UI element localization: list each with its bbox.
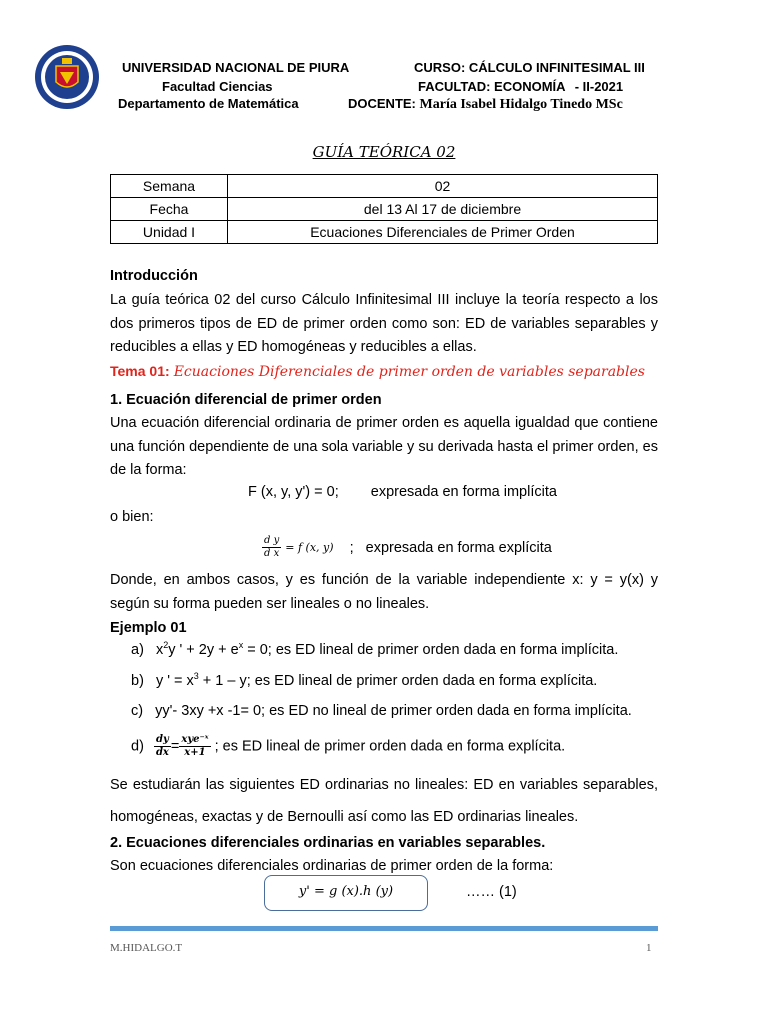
university-seal-logo xyxy=(34,44,100,110)
table-cell-label: Unidad I xyxy=(111,221,228,244)
page-number: 1 xyxy=(646,942,652,954)
example-item-d: d) $\frac{dy}{dx}$ = $\frac{\text{xye⁻ˣ}}{x+1}$ ; es ED lineal de primer orden dada en forma explícita. xyxy=(131,734,566,758)
example-a-equation: $x^2y$ ' + $2y + e^x = 0$ xyxy=(155,640,268,658)
section2-heading: 2. Ecuaciones diferenciales ordinarias en variables separables. xyxy=(110,835,546,851)
footer-author: M.HIDALGO.T xyxy=(110,942,183,954)
equation-number: …… (1) xyxy=(466,884,517,900)
separable-equation: y' = g (x).h (y) xyxy=(298,884,394,899)
section1-text: Una ecuación diferencial ordinaria de primer orden es aquella igualdad que contiene una función dependiente de una sola variable y su derivada hasta el primer orden, es de la forma: xyxy=(110,415,658,478)
example-item-a xyxy=(131,640,618,658)
table-cell-value: del 13 Al 17 de diciembre xyxy=(228,198,658,221)
fraction-denominator: dx xyxy=(155,747,169,758)
example-item-label: c) xyxy=(131,703,144,719)
intro-text: La guía teórica 02 del curso Cálculo Infinitesimal III incluye la teoría respecto a los dos primeros tipos de ED de primer orden como son: ED de variables separables y reducibles a ellas y ED homogéneas y reducibles a ellas. xyxy=(110,292,658,355)
table-row xyxy=(111,221,658,244)
example-b-text: + 1 – y; es ED lineal de primer orden dada en forma explícita. xyxy=(198,672,598,689)
table-cell-value: 02 xyxy=(228,175,658,198)
explicit-derivative xyxy=(262,535,281,560)
department-name: Departamento de Matemática xyxy=(118,96,299,111)
explicit-description: expresada en forma explícita xyxy=(365,539,552,556)
fraction-numerator: xye⁻ˣ xyxy=(181,734,209,745)
info-table xyxy=(110,174,658,244)
implicit-description: expresada en forma implícita xyxy=(370,484,557,500)
tema-label: Tema 01: xyxy=(110,363,170,379)
explicit-rhs: = f (x, y) xyxy=(285,541,334,554)
section1-heading: 1. Ecuación diferencial de primer orden xyxy=(110,392,382,408)
example-a-text: ; es ED lineal de primer orden dada en forma implícita. xyxy=(267,641,619,658)
table-cell-label: Fecha xyxy=(111,198,228,221)
tema-text: Ecuaciones Diferenciales de primer orden de variables separables xyxy=(173,364,645,380)
implicit-equation: F (x, y, y') = 0; xyxy=(248,484,339,500)
university-name: UNIVERSIDAD NACIONAL DE PIURA xyxy=(122,60,350,75)
intro-heading: Introducción xyxy=(110,268,198,284)
table-row xyxy=(111,198,658,221)
table-cell-value: Ecuaciones Diferenciales de Primer Orden xyxy=(228,221,658,244)
teacher-name: María Isabel Hidalgo Tinedo MSc xyxy=(419,97,623,112)
example-item-label: a) xyxy=(131,641,144,658)
example-d-rhs xyxy=(179,734,210,759)
teacher xyxy=(348,96,623,113)
fraction-numerator: d y xyxy=(264,535,280,546)
table-cell-label: Semana xyxy=(111,175,228,198)
example-c-text: yy'- 3xy +x -1= 0; es ED no lineal de primer orden dada en forma implícita. xyxy=(155,703,632,719)
implicit-form xyxy=(248,484,557,500)
table-row xyxy=(111,175,658,198)
example-item-c xyxy=(131,703,632,719)
example-item-b xyxy=(131,671,597,689)
course-name: CURSO: CÁLCULO INFINITESIMAL III xyxy=(414,60,645,75)
course-faculty xyxy=(418,79,623,94)
page-title: GUÍA TEÓRICA 02 xyxy=(312,143,456,161)
example-item-label: d) xyxy=(131,738,144,755)
faculty-name: Facultad Ciencias xyxy=(162,79,273,94)
example-item-label: b) xyxy=(131,672,144,689)
course-faculty-label: FACULTAD: ECONOMÍA xyxy=(418,79,566,94)
tema-line xyxy=(110,360,658,385)
section2-text: Son ecuaciones diferenciales ordinarias de primer orden de la forma: xyxy=(110,858,554,874)
explicit-separator: ; xyxy=(349,539,354,556)
explicit-form xyxy=(262,535,552,560)
example-heading: Ejemplo 01 xyxy=(110,620,187,636)
example-d-text: ; es ED lineal de primer orden dada en forma explícita. xyxy=(214,738,566,755)
semester: - II-2021 xyxy=(574,79,624,94)
obien-text: o bien: xyxy=(110,509,154,525)
se-estudiaran-text: Se estudiarán las siguientes ED ordinarias no lineales: ED en variables separables, homogéneas, exactas y de Bernoulli así como las ED ordinarias lineales. xyxy=(110,777,658,825)
fraction-denominator: x+1 xyxy=(184,747,206,758)
fraction-numerator: dy xyxy=(154,734,171,747)
example-d-lhs xyxy=(154,734,171,759)
example-b-equation: y ' = $x^3$ xyxy=(155,671,199,689)
footer-divider xyxy=(110,926,658,931)
teacher-label: DOCENTE: xyxy=(348,96,416,111)
donde-text: Donde, en ambos casos, y es función de la variable independiente x: y = y(x) y según su forma pueden ser lineales o no lineales. xyxy=(110,572,658,612)
fraction-denominator: d x xyxy=(264,548,280,559)
